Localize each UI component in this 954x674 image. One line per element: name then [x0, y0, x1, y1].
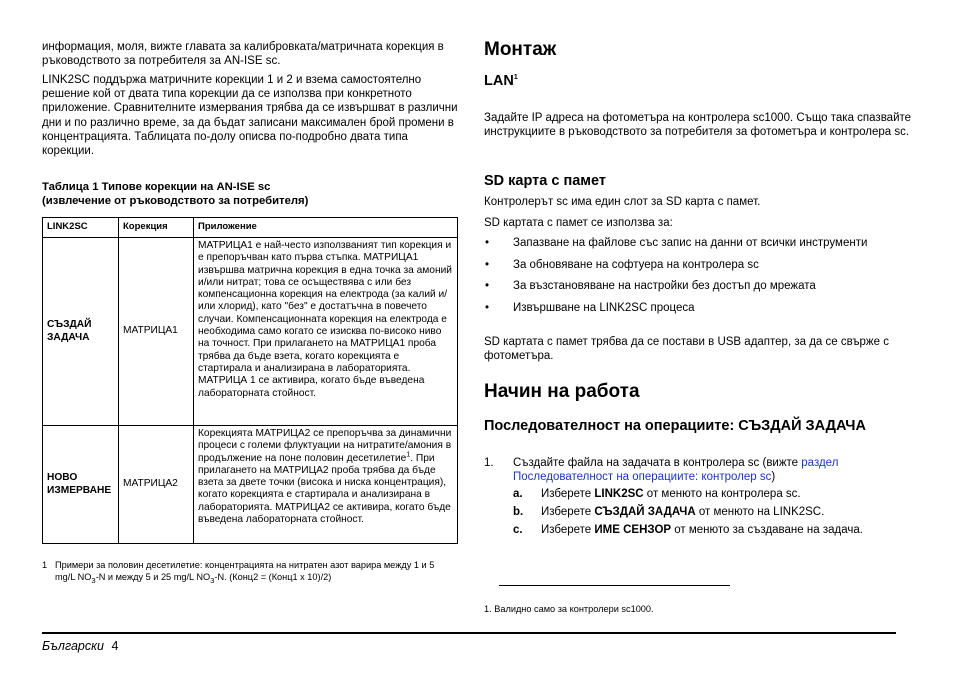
substep-a: Изберете LINK2SC от менюто на контролера sc.: [541, 488, 801, 500]
table-cell-correction: МАТРИЦА1: [119, 238, 194, 426]
footnote-divider: [499, 585, 730, 586]
page-number: 4: [111, 639, 119, 653]
table-header-cell: Приложение: [194, 218, 458, 238]
corrections-table: [42, 217, 458, 544]
heading-lan: LAN$^1$: [484, 73, 518, 89]
substep-c: Изберете ИМЕ СЕНЗОР от менюто за създаване на задача.: [541, 524, 863, 536]
table-row: [43, 238, 458, 426]
footer-language: Български: [42, 639, 104, 653]
footnote-ref: 1: [406, 451, 411, 459]
substep-b: Изберете СЪЗДАЙ ЗАДАЧА от менюто на LINK2SC.: [541, 506, 825, 518]
section-link[interactable]: раздел Последователност на операциите: контролер sc: [513, 457, 839, 483]
list-item: • Запазване на файлове със запис на данни от всички инструменти: [484, 237, 884, 251]
substep-letter: c.: [513, 524, 523, 536]
table-caption: Таблица 1 Типове корекции на AN-ISE sc (извлечение от ръководството за потребителя): [42, 181, 309, 207]
heading-sd-card: SD карта с памет: [484, 173, 606, 189]
table-header-cell: Корекция: [119, 218, 194, 238]
sd-paragraph-1: Контролерът sc има един слот за SD карта с памет.: [484, 196, 761, 208]
footer-rule: [42, 632, 896, 634]
link2sc-paragraph: LINK2SC поддържа матричните корекции 1 и 2 и взема самостоятелно решение кой от двата типа корекции да се използва при конкретното приложение. Сравнителните измервания трябва да се извършват в различни дни и по различно време, за да бъдат записани максимален брой промени в концентрацията. Таблицата по-долу описва по-подробно двата типа корекции.: [42, 74, 458, 158]
table-cell-application: МАТРИЦА1 е най-често използваният тип корекция и е препоръчван като първа стъпка. МАТРИЦА1 извършва матрична корекция в една точка за амоний и/или нитрат; това се осъществява с или без компенсационна корекция на електрода (за калий и/или хлорид), като "без" е достатъчна в повечето случаи. Компенсационната корекция на електрода е необходима само когато се изисква по-високо ниво на точност. При прилагането на МАТРИЦА1 проба трябва да бъде взета, когато корекцията е стартирала и анализирана в лабораторията. МАТРИЦА 1 се активира, когато бъде въведена лабораторната стойност.: [194, 238, 458, 426]
table-header-cell: LINK2SC: [43, 218, 119, 238]
table-row: [43, 426, 458, 544]
list-item: • За обновяване на софтуера на контролера sc: [484, 259, 884, 273]
sd-paragraph-3: SD картата с памет трябва да се постави в USB адаптер, за да се свърже с фотометъра.: [484, 336, 889, 363]
heading-montage: Монтаж: [484, 39, 557, 60]
intro-paragraph: информация, моля, вижте главата за калибровката/матричната корекция в ръководството за потребителя за AN-ISE sc.: [42, 41, 444, 68]
page-footer: [42, 639, 118, 654]
right-footnote: 1. Валидно само за контролери sc1000.: [484, 604, 654, 614]
table-cell-link2sc: НОВО ИЗМЕРВАНЕ: [43, 426, 119, 544]
lan-paragraph: Задайте IP адреса на фотометъра на контролера sc1000. Също така спазвайте инструкциите в ръководството за потребителя за фотометъра и контролера sc.: [484, 112, 912, 139]
substep-letter: a.: [513, 488, 523, 500]
table-footnote: 1 Примери за половин десетилетие: концентрацията на нитратен азот варира между 1 и 5 mg/L $NO_3-N$ и между 5 и 25 mg/L $NO_3-N$. (Конц2 = (Конц1 x 10)/2): [42, 560, 435, 585]
table-cell-application: Корекцията МАТРИЦА2 се препоръчва за динамични процеси с големи флуктуации на нитратите/амония в продължение на поне половин десетилетие$^1$. При прилагането на МАТРИЦА2 проба трябва да бъде взета за двете точки (висока и ниска концентрация), когато корекцията е стартирала и анализирана в лабораторията. МАТРИЦА2 се активира, когато бъде въведена лабораторната стойност.: [194, 426, 458, 544]
step-number: 1.: [484, 457, 494, 469]
table-cell-correction: МАТРИЦА2: [119, 426, 194, 544]
step-1-text: Създайте файла на задачата в контролера sc (вижте раздел Последователност на операциите: контролер sc): [513, 457, 839, 483]
table-header-row: [43, 218, 458, 238]
list-item: • За възстановяване на настройки без достъп до мрежата: [484, 280, 884, 294]
sd-paragraph-2: SD картата с памет се използва за:: [484, 217, 673, 229]
table-cell-link2sc: СЪЗДАЙ ЗАДАЧА: [43, 238, 119, 426]
sd-bullet-list: [484, 237, 884, 315]
substep-letter: b.: [513, 506, 524, 518]
list-item: • Извършване на LINK2SC процеса: [484, 302, 884, 316]
heading-sequence: Последователност на операциите: СЪЗДАЙ ЗАДАЧА: [484, 418, 866, 434]
heading-operation: Начин на работа: [484, 381, 640, 402]
